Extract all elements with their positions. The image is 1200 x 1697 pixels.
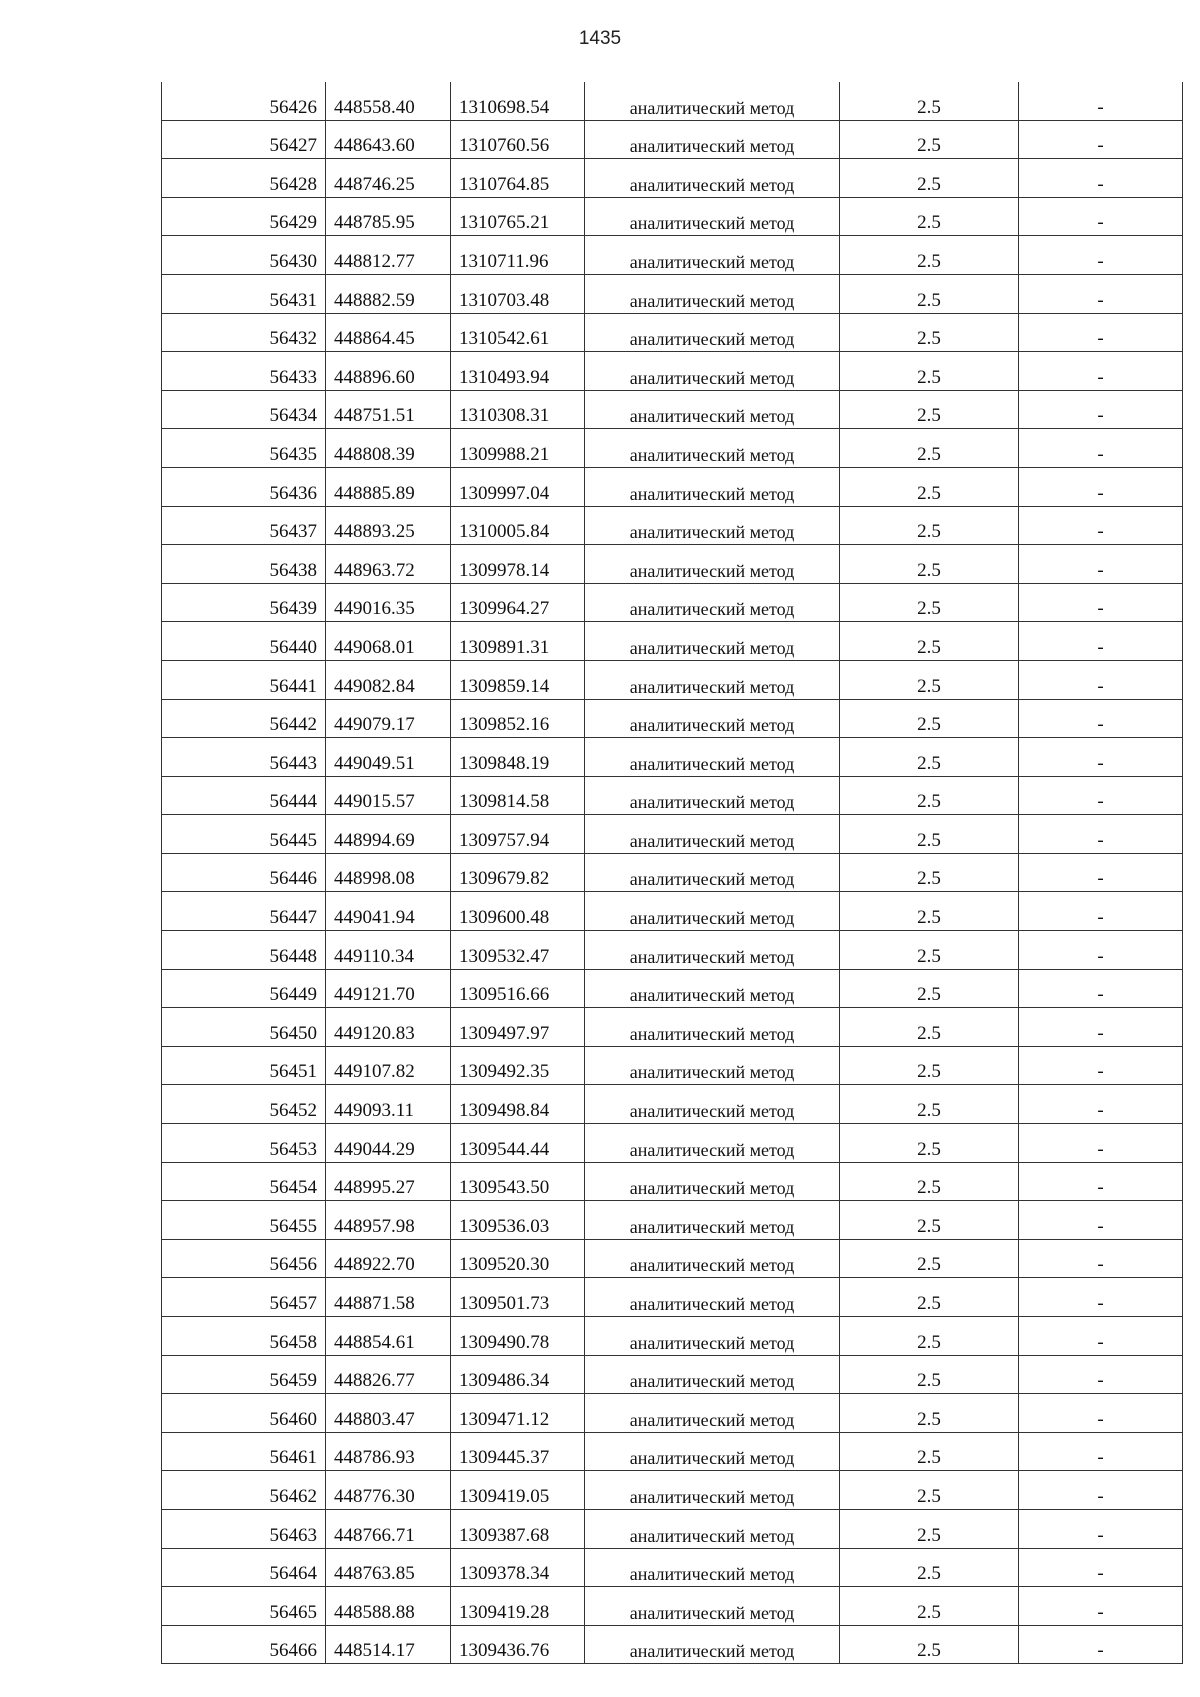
x-coordinate-cell: 448776.30 <box>326 1471 451 1510</box>
table-row <box>162 738 1183 777</box>
method-cell: аналитический метод <box>585 390 840 429</box>
x-coordinate-cell: 448588.88 <box>326 1587 451 1626</box>
error-cell: 2.5 <box>840 1085 1019 1124</box>
note-cell: - <box>1019 931 1183 970</box>
note-cell: - <box>1019 1239 1183 1278</box>
point-number-cell: 56460 <box>162 1394 326 1433</box>
table-row <box>162 969 1183 1008</box>
point-number-cell: 56437 <box>162 506 326 545</box>
point-number-cell: 56442 <box>162 699 326 738</box>
error-cell: 2.5 <box>840 776 1019 815</box>
error-cell: 2.5 <box>840 583 1019 622</box>
y-coordinate-cell: 1309814.58 <box>451 776 585 815</box>
x-coordinate-cell: 448885.89 <box>326 467 451 506</box>
note-cell: - <box>1019 738 1183 777</box>
y-coordinate-cell: 1309852.16 <box>451 699 585 738</box>
y-coordinate-cell: 1310711.96 <box>451 236 585 275</box>
table-row <box>162 1317 1183 1356</box>
note-cell: - <box>1019 660 1183 699</box>
table-row <box>162 1471 1183 1510</box>
y-coordinate-cell: 1309532.47 <box>451 931 585 970</box>
table-row <box>162 583 1183 622</box>
method-cell: аналитический метод <box>585 1124 840 1163</box>
note-cell: - <box>1019 467 1183 506</box>
y-coordinate-cell: 1309387.68 <box>451 1509 585 1548</box>
method-cell: аналитический метод <box>585 853 840 892</box>
x-coordinate-cell: 448514.17 <box>326 1625 451 1664</box>
note-cell: - <box>1019 390 1183 429</box>
point-number-cell: 56449 <box>162 969 326 1008</box>
note-cell: - <box>1019 236 1183 275</box>
y-coordinate-cell: 1309988.21 <box>451 429 585 468</box>
x-coordinate-cell: 449082.84 <box>326 660 451 699</box>
point-number-cell: 56441 <box>162 660 326 699</box>
method-cell: аналитический метод <box>585 1201 840 1240</box>
method-cell: аналитический метод <box>585 931 840 970</box>
error-cell: 2.5 <box>840 699 1019 738</box>
note-cell: - <box>1019 274 1183 313</box>
error-cell: 2.5 <box>840 1394 1019 1433</box>
error-cell: 2.5 <box>840 1239 1019 1278</box>
x-coordinate-cell: 448643.60 <box>326 120 451 159</box>
method-cell: аналитический метод <box>585 467 840 506</box>
error-cell: 2.5 <box>840 1509 1019 1548</box>
x-coordinate-cell: 449044.29 <box>326 1124 451 1163</box>
note-cell: - <box>1019 82 1183 120</box>
y-coordinate-cell: 1310698.54 <box>451 82 585 120</box>
point-number-cell: 56466 <box>162 1625 326 1664</box>
error-cell: 2.5 <box>840 1124 1019 1163</box>
point-number-cell: 56446 <box>162 853 326 892</box>
x-coordinate-cell: 448785.95 <box>326 197 451 236</box>
note-cell: - <box>1019 622 1183 661</box>
error-cell: 2.5 <box>840 1355 1019 1394</box>
y-coordinate-cell: 1309490.78 <box>451 1317 585 1356</box>
table-row <box>162 1432 1183 1471</box>
note-cell: - <box>1019 1471 1183 1510</box>
y-coordinate-cell: 1309679.82 <box>451 853 585 892</box>
table-row <box>162 1548 1183 1587</box>
x-coordinate-cell: 448871.58 <box>326 1278 451 1317</box>
method-cell: аналитический метод <box>585 197 840 236</box>
method-cell: аналитический метод <box>585 1278 840 1317</box>
point-number-cell: 56427 <box>162 120 326 159</box>
error-cell: 2.5 <box>840 467 1019 506</box>
x-coordinate-cell: 449049.51 <box>326 738 451 777</box>
table-row <box>162 82 1183 120</box>
method-cell: аналитический метод <box>585 352 840 391</box>
note-cell: - <box>1019 1162 1183 1201</box>
y-coordinate-cell: 1309492.35 <box>451 1046 585 1085</box>
y-coordinate-cell: 1309516.66 <box>451 969 585 1008</box>
point-number-cell: 56452 <box>162 1085 326 1124</box>
x-coordinate-cell: 448558.40 <box>326 82 451 120</box>
error-cell: 2.5 <box>840 853 1019 892</box>
note-cell: - <box>1019 1587 1183 1626</box>
y-coordinate-cell: 1310005.84 <box>451 506 585 545</box>
table-row <box>162 120 1183 159</box>
x-coordinate-cell: 449079.17 <box>326 699 451 738</box>
point-number-cell: 56461 <box>162 1432 326 1471</box>
note-cell: - <box>1019 352 1183 391</box>
error-cell: 2.5 <box>840 969 1019 1008</box>
y-coordinate-cell: 1309544.44 <box>451 1124 585 1163</box>
error-cell: 2.5 <box>840 892 1019 931</box>
point-number-cell: 56447 <box>162 892 326 931</box>
table-row <box>162 892 1183 931</box>
table-body <box>162 82 1183 1664</box>
y-coordinate-cell: 1309536.03 <box>451 1201 585 1240</box>
x-coordinate-cell: 449120.83 <box>326 1008 451 1047</box>
note-cell: - <box>1019 1394 1183 1433</box>
x-coordinate-cell: 448922.70 <box>326 1239 451 1278</box>
table-row <box>162 660 1183 699</box>
table-row <box>162 1355 1183 1394</box>
error-cell: 2.5 <box>840 660 1019 699</box>
point-number-cell: 56450 <box>162 1008 326 1047</box>
note-cell: - <box>1019 1046 1183 1085</box>
y-coordinate-cell: 1309378.34 <box>451 1548 585 1587</box>
table-row <box>162 197 1183 236</box>
note-cell: - <box>1019 120 1183 159</box>
method-cell: аналитический метод <box>585 969 840 1008</box>
note-cell: - <box>1019 1355 1183 1394</box>
point-number-cell: 56456 <box>162 1239 326 1278</box>
table-row <box>162 931 1183 970</box>
table-row <box>162 1046 1183 1085</box>
point-number-cell: 56438 <box>162 545 326 584</box>
table-row <box>162 815 1183 854</box>
error-cell: 2.5 <box>840 390 1019 429</box>
table-row <box>162 853 1183 892</box>
point-number-cell: 56431 <box>162 274 326 313</box>
error-cell: 2.5 <box>840 1046 1019 1085</box>
note-cell: - <box>1019 1008 1183 1047</box>
error-cell: 2.5 <box>840 352 1019 391</box>
note-cell: - <box>1019 545 1183 584</box>
method-cell: аналитический метод <box>585 583 840 622</box>
method-cell: аналитический метод <box>585 892 840 931</box>
note-cell: - <box>1019 776 1183 815</box>
coordinates-table <box>161 82 1183 1664</box>
table-row <box>162 1085 1183 1124</box>
x-coordinate-cell: 448882.59 <box>326 274 451 313</box>
table-row <box>162 1239 1183 1278</box>
point-number-cell: 56435 <box>162 429 326 468</box>
x-coordinate-cell: 449015.57 <box>326 776 451 815</box>
note-cell: - <box>1019 1201 1183 1240</box>
x-coordinate-cell: 448893.25 <box>326 506 451 545</box>
table-row <box>162 545 1183 584</box>
error-cell: 2.5 <box>840 1317 1019 1356</box>
table-row <box>162 1124 1183 1163</box>
method-cell: аналитический метод <box>585 660 840 699</box>
error-cell: 2.5 <box>840 1471 1019 1510</box>
error-cell: 2.5 <box>840 1625 1019 1664</box>
y-coordinate-cell: 1309848.19 <box>451 738 585 777</box>
point-number-cell: 56429 <box>162 197 326 236</box>
error-cell: 2.5 <box>840 236 1019 275</box>
method-cell: аналитический метод <box>585 1239 840 1278</box>
error-cell: 2.5 <box>840 82 1019 120</box>
x-coordinate-cell: 448896.60 <box>326 352 451 391</box>
method-cell: аналитический метод <box>585 313 840 352</box>
table-row <box>162 1162 1183 1201</box>
error-cell: 2.5 <box>840 1008 1019 1047</box>
table-row <box>162 352 1183 391</box>
x-coordinate-cell: 448826.77 <box>326 1355 451 1394</box>
x-coordinate-cell: 449068.01 <box>326 622 451 661</box>
x-coordinate-cell: 448957.98 <box>326 1201 451 1240</box>
point-number-cell: 56459 <box>162 1355 326 1394</box>
table-row <box>162 776 1183 815</box>
method-cell: аналитический метод <box>585 1471 840 1510</box>
y-coordinate-cell: 1310765.21 <box>451 197 585 236</box>
table-row <box>162 1587 1183 1626</box>
y-coordinate-cell: 1309419.05 <box>451 1471 585 1510</box>
method-cell: аналитический метод <box>585 274 840 313</box>
note-cell: - <box>1019 699 1183 738</box>
point-number-cell: 56458 <box>162 1317 326 1356</box>
y-coordinate-cell: 1309419.28 <box>451 1587 585 1626</box>
y-coordinate-cell: 1309520.30 <box>451 1239 585 1278</box>
point-number-cell: 56454 <box>162 1162 326 1201</box>
point-number-cell: 56448 <box>162 931 326 970</box>
note-cell: - <box>1019 1625 1183 1664</box>
method-cell: аналитический метод <box>585 1394 840 1433</box>
error-cell: 2.5 <box>840 1548 1019 1587</box>
error-cell: 2.5 <box>840 815 1019 854</box>
page-number: 1435 <box>578 28 622 49</box>
y-coordinate-cell: 1310308.31 <box>451 390 585 429</box>
x-coordinate-cell: 448864.45 <box>326 313 451 352</box>
x-coordinate-cell: 448854.61 <box>326 1317 451 1356</box>
x-coordinate-cell: 448808.39 <box>326 429 451 468</box>
method-cell: аналитический метод <box>585 1355 840 1394</box>
note-cell: - <box>1019 583 1183 622</box>
x-coordinate-cell: 448995.27 <box>326 1162 451 1201</box>
table-row <box>162 1625 1183 1664</box>
error-cell: 2.5 <box>840 197 1019 236</box>
x-coordinate-cell: 448763.85 <box>326 1548 451 1587</box>
error-cell: 2.5 <box>840 429 1019 468</box>
point-number-cell: 56451 <box>162 1046 326 1085</box>
y-coordinate-cell: 1309757.94 <box>451 815 585 854</box>
y-coordinate-cell: 1309501.73 <box>451 1278 585 1317</box>
x-coordinate-cell: 448786.93 <box>326 1432 451 1471</box>
note-cell: - <box>1019 892 1183 931</box>
note-cell: - <box>1019 506 1183 545</box>
point-number-cell: 56465 <box>162 1587 326 1626</box>
x-coordinate-cell: 448963.72 <box>326 545 451 584</box>
error-cell: 2.5 <box>840 1278 1019 1317</box>
note-cell: - <box>1019 815 1183 854</box>
x-coordinate-cell: 449041.94 <box>326 892 451 931</box>
method-cell: аналитический метод <box>585 1046 840 1085</box>
table-row <box>162 390 1183 429</box>
y-coordinate-cell: 1310493.94 <box>451 352 585 391</box>
point-number-cell: 56464 <box>162 1548 326 1587</box>
method-cell: аналитический метод <box>585 120 840 159</box>
error-cell: 2.5 <box>840 1432 1019 1471</box>
method-cell: аналитический метод <box>585 506 840 545</box>
table-row <box>162 274 1183 313</box>
y-coordinate-cell: 1310542.61 <box>451 313 585 352</box>
method-cell: аналитический метод <box>585 1509 840 1548</box>
table-row <box>162 1394 1183 1433</box>
method-cell: аналитический метод <box>585 1162 840 1201</box>
error-cell: 2.5 <box>840 274 1019 313</box>
y-coordinate-cell: 1309497.97 <box>451 1008 585 1047</box>
error-cell: 2.5 <box>840 120 1019 159</box>
note-cell: - <box>1019 313 1183 352</box>
point-number-cell: 56443 <box>162 738 326 777</box>
table-row <box>162 1278 1183 1317</box>
y-coordinate-cell: 1309471.12 <box>451 1394 585 1433</box>
method-cell: аналитический метод <box>585 545 840 584</box>
method-cell: аналитический метод <box>585 622 840 661</box>
note-cell: - <box>1019 853 1183 892</box>
x-coordinate-cell: 448994.69 <box>326 815 451 854</box>
table-row <box>162 313 1183 352</box>
y-coordinate-cell: 1309445.37 <box>451 1432 585 1471</box>
point-number-cell: 56428 <box>162 159 326 198</box>
error-cell: 2.5 <box>840 1162 1019 1201</box>
method-cell: аналитический метод <box>585 815 840 854</box>
table-row <box>162 506 1183 545</box>
y-coordinate-cell: 1310764.85 <box>451 159 585 198</box>
x-coordinate-cell: 449093.11 <box>326 1085 451 1124</box>
point-number-cell: 56430 <box>162 236 326 275</box>
method-cell: аналитический метод <box>585 1587 840 1626</box>
y-coordinate-cell: 1310760.56 <box>451 120 585 159</box>
error-cell: 2.5 <box>840 545 1019 584</box>
point-number-cell: 56432 <box>162 313 326 352</box>
y-coordinate-cell: 1309486.34 <box>451 1355 585 1394</box>
table-row <box>162 1201 1183 1240</box>
y-coordinate-cell: 1309859.14 <box>451 660 585 699</box>
x-coordinate-cell: 448766.71 <box>326 1509 451 1548</box>
note-cell: - <box>1019 1317 1183 1356</box>
x-coordinate-cell: 448998.08 <box>326 853 451 892</box>
method-cell: аналитический метод <box>585 776 840 815</box>
method-cell: аналитический метод <box>585 429 840 468</box>
error-cell: 2.5 <box>840 931 1019 970</box>
y-coordinate-cell: 1309543.50 <box>451 1162 585 1201</box>
note-cell: - <box>1019 159 1183 198</box>
point-number-cell: 56457 <box>162 1278 326 1317</box>
table-row <box>162 429 1183 468</box>
table-row <box>162 159 1183 198</box>
method-cell: аналитический метод <box>585 1625 840 1664</box>
point-number-cell: 56445 <box>162 815 326 854</box>
note-cell: - <box>1019 969 1183 1008</box>
method-cell: аналитический метод <box>585 1432 840 1471</box>
y-coordinate-cell: 1309600.48 <box>451 892 585 931</box>
note-cell: - <box>1019 1124 1183 1163</box>
point-number-cell: 56453 <box>162 1124 326 1163</box>
point-number-cell: 56455 <box>162 1201 326 1240</box>
point-number-cell: 56463 <box>162 1509 326 1548</box>
method-cell: аналитический метод <box>585 1317 840 1356</box>
method-cell: аналитический метод <box>585 236 840 275</box>
method-cell: аналитический метод <box>585 82 840 120</box>
x-coordinate-cell: 448812.77 <box>326 236 451 275</box>
y-coordinate-cell: 1310703.48 <box>451 274 585 313</box>
note-cell: - <box>1019 1432 1183 1471</box>
note-cell: - <box>1019 1548 1183 1587</box>
method-cell: аналитический метод <box>585 738 840 777</box>
point-number-cell: 56426 <box>162 82 326 120</box>
point-number-cell: 56439 <box>162 583 326 622</box>
error-cell: 2.5 <box>840 159 1019 198</box>
table-row <box>162 467 1183 506</box>
error-cell: 2.5 <box>840 313 1019 352</box>
point-number-cell: 56436 <box>162 467 326 506</box>
y-coordinate-cell: 1309964.27 <box>451 583 585 622</box>
note-cell: - <box>1019 1509 1183 1548</box>
note-cell: - <box>1019 1085 1183 1124</box>
table-row <box>162 1008 1183 1047</box>
method-cell: аналитический метод <box>585 699 840 738</box>
x-coordinate-cell: 449107.82 <box>326 1046 451 1085</box>
y-coordinate-cell: 1309891.31 <box>451 622 585 661</box>
note-cell: - <box>1019 197 1183 236</box>
x-coordinate-cell: 449110.34 <box>326 931 451 970</box>
table-row <box>162 1509 1183 1548</box>
note-cell: - <box>1019 1278 1183 1317</box>
error-cell: 2.5 <box>840 1587 1019 1626</box>
table-row <box>162 699 1183 738</box>
table-row <box>162 236 1183 275</box>
point-number-cell: 56462 <box>162 1471 326 1510</box>
error-cell: 2.5 <box>840 506 1019 545</box>
point-number-cell: 56433 <box>162 352 326 391</box>
x-coordinate-cell: 448746.25 <box>326 159 451 198</box>
error-cell: 2.5 <box>840 1201 1019 1240</box>
error-cell: 2.5 <box>840 622 1019 661</box>
note-cell: - <box>1019 429 1183 468</box>
x-coordinate-cell: 449121.70 <box>326 969 451 1008</box>
x-coordinate-cell: 448751.51 <box>326 390 451 429</box>
method-cell: аналитический метод <box>585 1085 840 1124</box>
method-cell: аналитический метод <box>585 1548 840 1587</box>
method-cell: аналитический метод <box>585 1008 840 1047</box>
x-coordinate-cell: 449016.35 <box>326 583 451 622</box>
y-coordinate-cell: 1309498.84 <box>451 1085 585 1124</box>
y-coordinate-cell: 1309978.14 <box>451 545 585 584</box>
x-coordinate-cell: 448803.47 <box>326 1394 451 1433</box>
method-cell: аналитический метод <box>585 159 840 198</box>
y-coordinate-cell: 1309436.76 <box>451 1625 585 1664</box>
table-row <box>162 622 1183 661</box>
y-coordinate-cell: 1309997.04 <box>451 467 585 506</box>
error-cell: 2.5 <box>840 738 1019 777</box>
point-number-cell: 56440 <box>162 622 326 661</box>
point-number-cell: 56444 <box>162 776 326 815</box>
point-number-cell: 56434 <box>162 390 326 429</box>
